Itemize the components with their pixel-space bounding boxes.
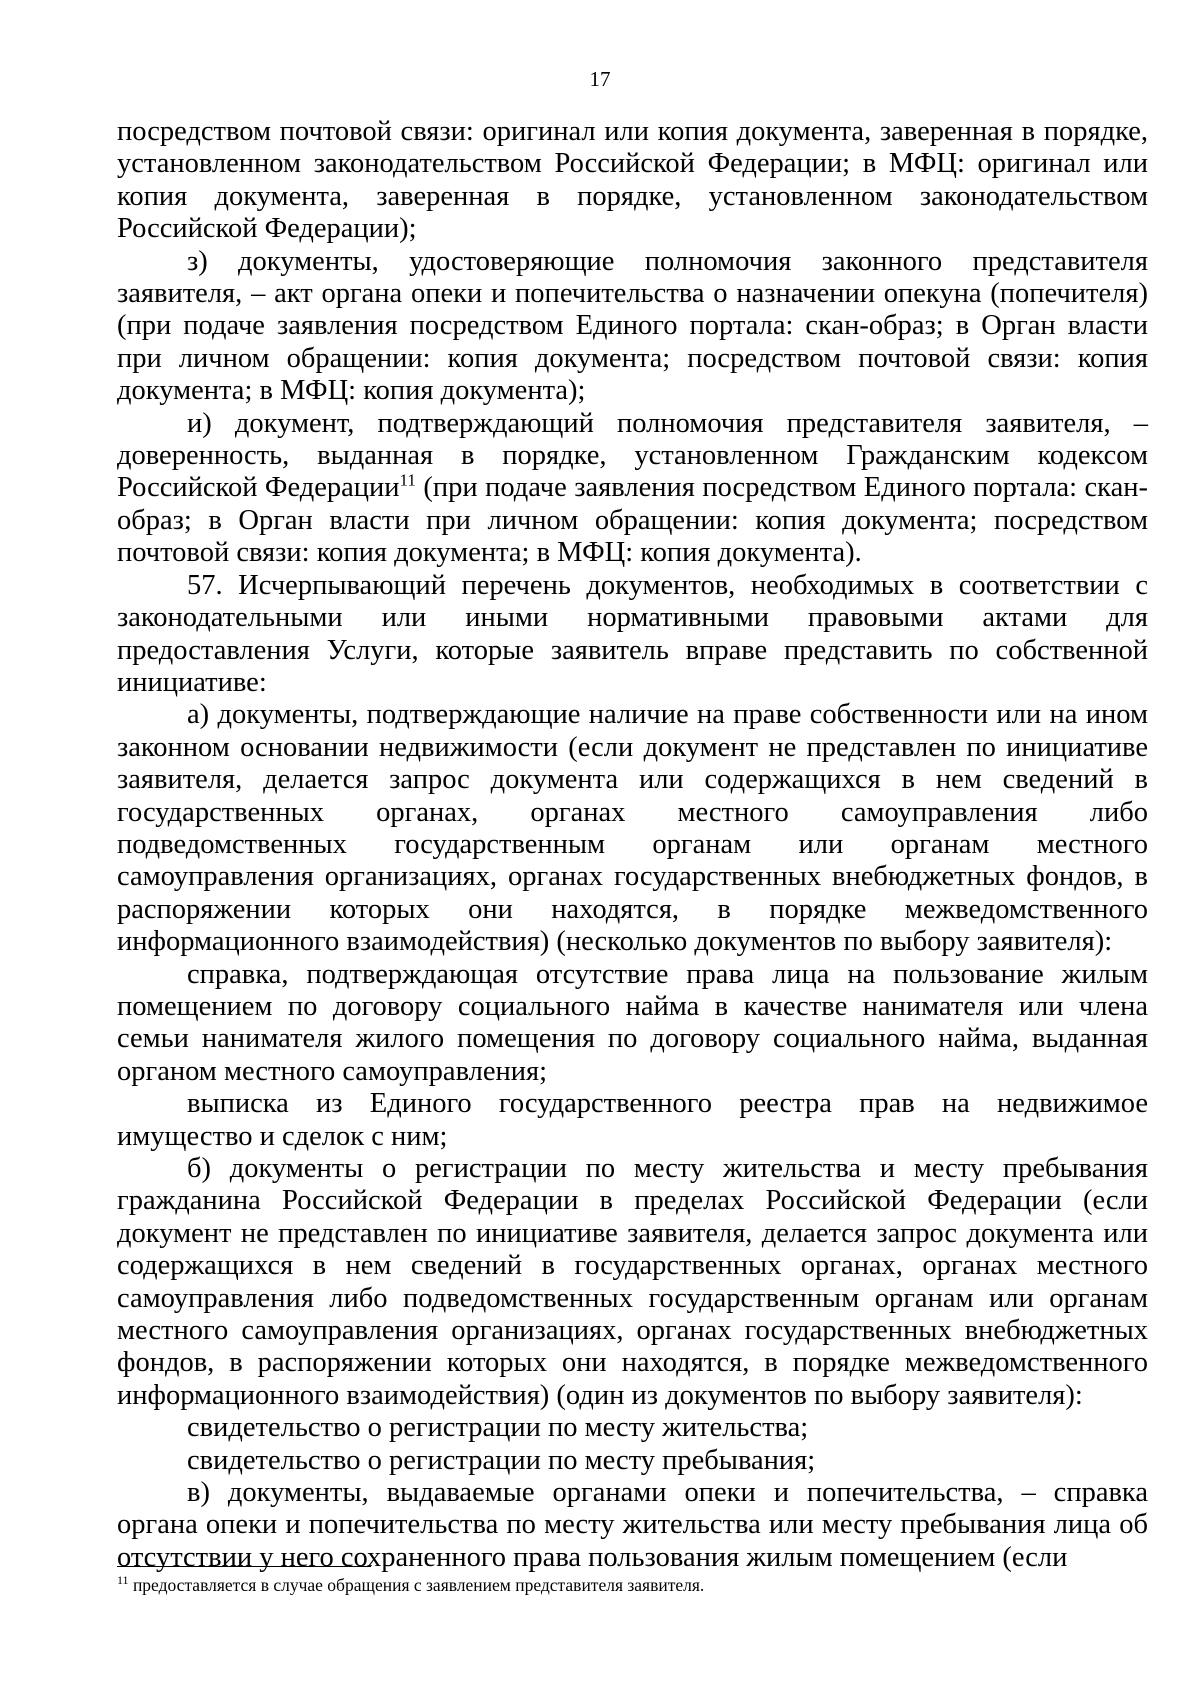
paragraph-svidetelstvo-prebyvanie: свидетельство о регистрации по месту пребывания;: [187, 1444, 816, 1476]
page-number: 17: [589, 67, 611, 91]
footnote-text: предоставляется в случае обращения с заявлением представителя заявителя.: [128, 1575, 705, 1595]
footnote-mark: 11: [117, 1573, 129, 1588]
paragraph-item-a: а) документы, подтверждающие наличие на праве собственности или на ином законном основании недвижимости (если документ не представлен по инициативе заявителя, делается запрос документа или содержащихся в нем сведений в государственных органах, органах местного самоуправления либо подведомственных государственным органам или органам местного самоуправления организациях, органах государственных внебюджетных фондов, в распоряжении которых они находятся, в порядке межведомственного информационного взаимодействия) (несколько документов по выбору заявителя):: [117, 699, 1148, 958]
paragraph-item-i-rest: (при подаче заявления посредством Единого портала: скан-образ; в Орган власти при личном обращении: копия документа; посредством почтовой связи: копия документа; в МФЦ: копия документа).: [117, 472, 1148, 569]
paragraph-item-z: з) документы, удостоверяющие полномочия законного представителя заявителя, – акт органа опеки и попечительства о назначении опекуна (попечителя) (при подаче заявления посредством Единого портала: скан-образ; в Орган власти при личном обращении: копия документа; посредством почтовой связи: копия документа; в МФЦ: копия документа);: [117, 245, 1148, 407]
paragraph-continuation: посредством почтовой связи: оригинал или копия документа, заверенная в порядке, установленном законодательством Российской Федерации; в МФЦ: оригинал или копия документа, заверенная в порядке, установленном законодательством Российской Федерации);: [117, 116, 1148, 245]
paragraph-item-b: б) документы о регистрации по месту жительства и месту пребывания гражданина Российской Федерации в пределах Российской Федерации (если документ не представлен по инициативе заявителя, делается запрос документа или содержащихся в нем сведений в государственных органах, органах местного самоуправления либо подведомственных государственным органам или органам местного самоуправления организациях, органах государственных внебюджетных фондов, в распоряжении которых они находятся, в порядке межведомственного информационного взаимодействия) (один из документов по выбору заявителя):: [117, 1153, 1148, 1411]
paragraph-vypiska: выписка из Единого государственного реестра прав на недвижимое имущество и сделок с ним;: [117, 1088, 1148, 1152]
footnote-separator: [117, 1566, 371, 1567]
paragraph-57: 57. Исчерпывающий перечень документов, необходимых в соответствии с законодательными или иными нормативными правовыми актами для предоставления Услуги, которые заявитель вправе представить по собственной инициативе:: [117, 569, 1148, 698]
document-body: [117, 116, 1148, 1574]
paragraph-svidetelstvo-zhitelstvo: свидетельство о регистрации по месту жительства;: [187, 1412, 809, 1444]
footnote-reference: 11: [399, 470, 416, 490]
footnote: [117, 1574, 1148, 1596]
paragraph-spravka: справка, подтверждающая отсутствие права лица на пользование жилым помещением по договору социального найма в качестве нанимателя или члена семьи нанимателя жилого помещения по договору социального найма, выданная органом местного самоуправления;: [117, 958, 1148, 1087]
paragraph-item-i-text: и) документ, подтверждающий полномочия представителя заявителя, – доверенность, выданная в порядке, установленном Гражданским кодексом Российской Федерации: [117, 407, 1148, 504]
paragraph-item-i: [117, 408, 1148, 570]
paragraph-item-v: в) документы, выдаваемые органами опеки и попечительства, – справка органа опеки и попечительства по месту жительства или месту пребывания лица об отсутствии у него сохраненного права пользования жилым помещением (если: [117, 1477, 1148, 1573]
